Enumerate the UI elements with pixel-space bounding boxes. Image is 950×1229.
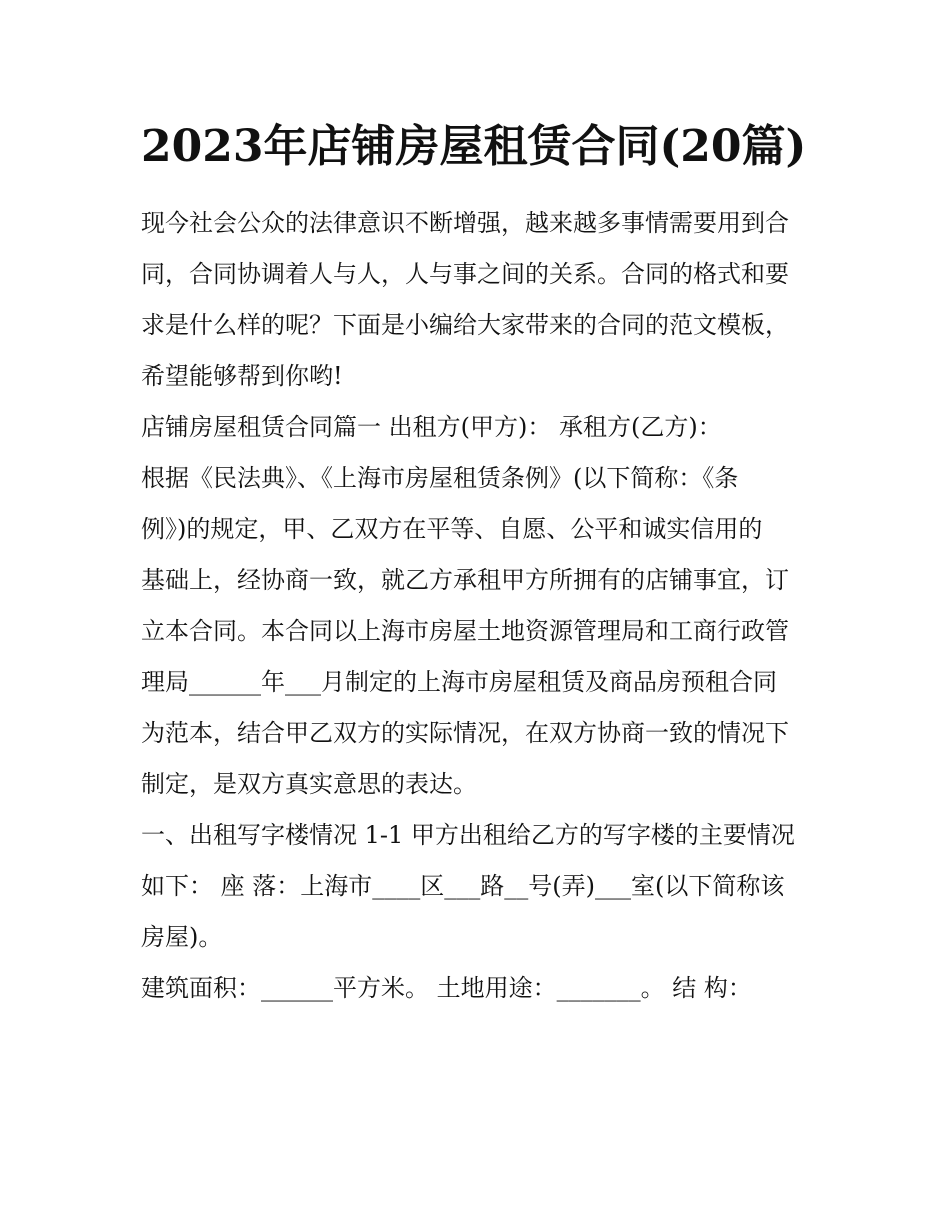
- body-line: 同，合同协调着人与人，人与事之间的关系。合同的格式和要: [141, 260, 789, 288]
- body-line: 现今社会公众的法律意识不断增强，越来越多事情需要用到合: [141, 209, 789, 237]
- body-line: 制定，是双方真实意思的表达。: [141, 770, 477, 798]
- body-line: 一、出租写字楼情况 1-1 甲方出租给乙方的写字楼的主要情况: [141, 821, 795, 849]
- body-line: 理局______年___月制定的上海市房屋租赁及商品房预租合同: [141, 668, 777, 696]
- body-line: 根据《民法典》、《上海市房屋租赁条例》(以下简称：《条: [141, 464, 739, 492]
- body-line: 立本合同。本合同以上海市房屋土地资源管理局和工商行政管: [141, 617, 789, 645]
- document-content: [141, 108, 821, 1014]
- body-line: 建筑面积：______平方米。 土地用途：_______。 结 构：: [141, 974, 752, 1002]
- document-title: 2023年店铺房屋租赁合同(20篇): [141, 121, 807, 172]
- body-line: 为范本，结合甲乙双方的实际情况，在双方协商一致的情况下: [141, 719, 789, 747]
- body-line: 求是什么样的呢？下面是小编给大家带来的合同的范文模板，: [141, 311, 789, 339]
- body-line: 店铺房屋租赁合同篇一 出租方(甲方)： 承租方(乙方)：: [141, 413, 722, 441]
- body-line: 希望能够帮到你哟!: [141, 362, 343, 390]
- title-spacing: [141, 186, 821, 198]
- body-line: 基础上，经协商一致，就乙方承租甲方所拥有的店铺事宜，订: [141, 566, 789, 594]
- body-line: 例》)的规定，甲、乙双方在平等、自愿、公平和诚实信用的: [141, 515, 763, 543]
- body-line: 房屋)。: [141, 923, 223, 951]
- body-line: 如下： 座 落：上海市____区___路__号(弄)___室(以下简称该: [141, 872, 785, 900]
